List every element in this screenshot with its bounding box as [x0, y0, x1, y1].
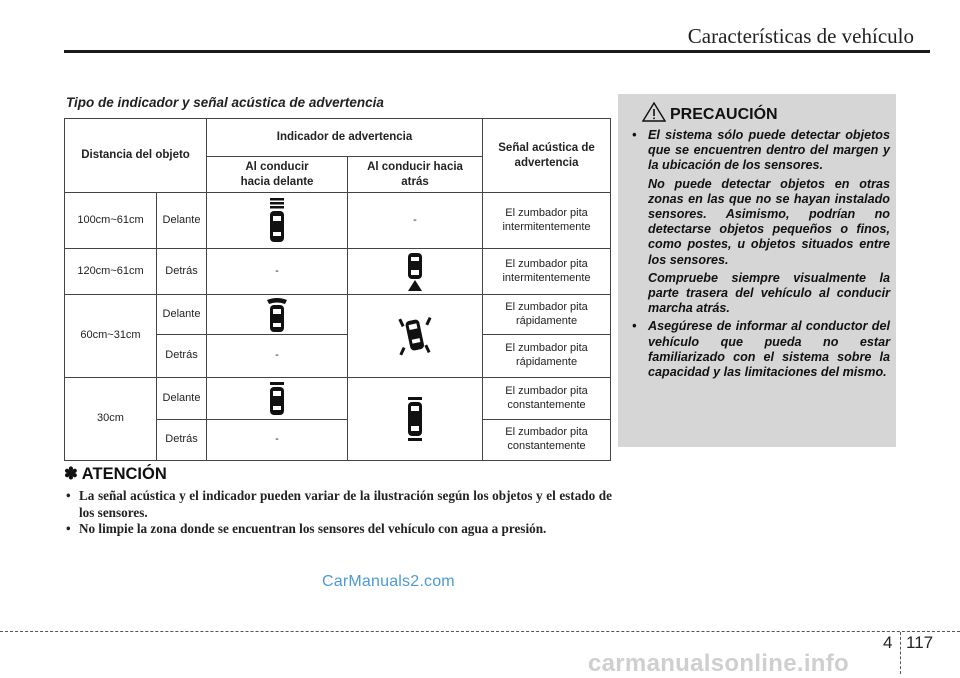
atencion-item: • No limpie la zona donde se encuentran los sensores del vehículo con agua a presión.: [66, 521, 547, 536]
caution-title: PRECAUCIÓN: [670, 106, 778, 123]
table-row: [65, 193, 611, 249]
site-watermark: CarManuals2.com: [322, 573, 455, 590]
header-rule: [64, 50, 930, 53]
caution-item: No puede detectar objetos en otras zonas en las que no se hayan instalado sensores. Asimismo, podrían no detectarse objetos pequeños o finos, como postes, u objetos situados entre los sensores.: [648, 176, 890, 267]
position-cell: Delante: [157, 193, 207, 249]
position-cell: Detrás: [157, 335, 207, 378]
reverse-indicator-cell: [348, 378, 483, 461]
sound-cell: El zumbador pita rápidamente: [483, 295, 611, 335]
distance-cell: 30cm: [65, 378, 157, 461]
bullet: •: [632, 128, 637, 142]
chapter-number: 4: [883, 633, 893, 652]
position-cell: Delante: [157, 295, 207, 335]
forward-indicator-cell: [207, 193, 348, 249]
sound-cell: El zumbador pita constantemente: [483, 378, 611, 420]
caution-item: • Asegúrese de informar al conductor del vehículo que pueda no estar familiarizado con el sistema sobre la capacidad y las limitaciones del mismo.: [632, 319, 890, 380]
sound-cell: El zumbador pita constantemente: [483, 420, 611, 461]
car-front-sensor-icon: [265, 297, 289, 333]
header-indicator: Indicador de advertencia: [207, 119, 483, 157]
footer-rule: [0, 631, 960, 632]
forward-indicator-cell: [207, 378, 348, 420]
forward-indicator-cell: -: [207, 249, 348, 295]
sound-cell: El zumbador pita intermitentemente: [483, 249, 611, 295]
table-row: [65, 249, 611, 295]
distance-cell: 120cm~61cm: [65, 249, 157, 295]
car-front-sensor-icon: [267, 382, 287, 416]
atencion-list: [64, 488, 612, 538]
reverse-indicator-cell: [348, 249, 483, 295]
caution-list: [628, 128, 890, 380]
table-caption: Tipo de indicador y señal acústica de advertencia: [66, 95, 384, 110]
warning-triangle-icon: [642, 102, 666, 122]
reverse-indicator-cell: -: [348, 193, 483, 249]
position-cell: Delante: [157, 378, 207, 420]
distance-cell: 100cm~61cm: [65, 193, 157, 249]
sound-cell: El zumbador pita intermitentemente: [483, 193, 611, 249]
page-number: 117: [906, 633, 934, 652]
header-forward: Al conducir hacia delante: [207, 157, 348, 193]
page-separator: [900, 632, 901, 674]
table-row: [65, 295, 611, 335]
header-sound: Señal acústica de advertencia: [483, 119, 611, 193]
car-front-sensor-icon: [268, 198, 286, 244]
sound-cell: El zumbador pita rápidamente: [483, 335, 611, 378]
footer-watermark: carmanualsonline.info: [588, 650, 850, 677]
bullet: •: [632, 319, 637, 334]
forward-indicator-cell: [207, 295, 348, 335]
atencion-title: ✽ ATENCIÓN: [64, 465, 167, 483]
bullet: •: [66, 488, 71, 503]
caution-box: [618, 94, 896, 447]
car-full-sensor-icon: [405, 397, 425, 441]
table-row: [65, 378, 611, 420]
position-cell: Detrás: [157, 249, 207, 295]
car-rear-sensor-icon: [405, 253, 425, 291]
header-distance: Distancia del objeto: [65, 119, 207, 193]
atencion-item: • La señal acústica y el indicador pueden variar de la ilustración según los objetos y el estado de los sensores.: [66, 488, 612, 520]
header-reverse: Al conducir hacia atrás: [348, 157, 483, 193]
car-corner-sensor-icon: [398, 314, 432, 358]
reverse-indicator-cell: [348, 295, 483, 378]
section-title: Características de vehículo: [687, 24, 914, 48]
caution-item: • El sistema sólo puede detectar objetos que se encuentren dentro del margen y la ubicación de los sensores.: [632, 128, 890, 173]
forward-indicator-cell: -: [207, 335, 348, 378]
position-cell: Detrás: [157, 420, 207, 461]
caution-item: Compruebe siempre visualmente la parte trasera del vehículo al conducir marcha atrás.: [648, 270, 890, 316]
warning-table: [64, 118, 611, 461]
distance-cell: 60cm~31cm: [65, 295, 157, 378]
forward-indicator-cell: -: [207, 420, 348, 461]
bullet: •: [66, 521, 71, 536]
